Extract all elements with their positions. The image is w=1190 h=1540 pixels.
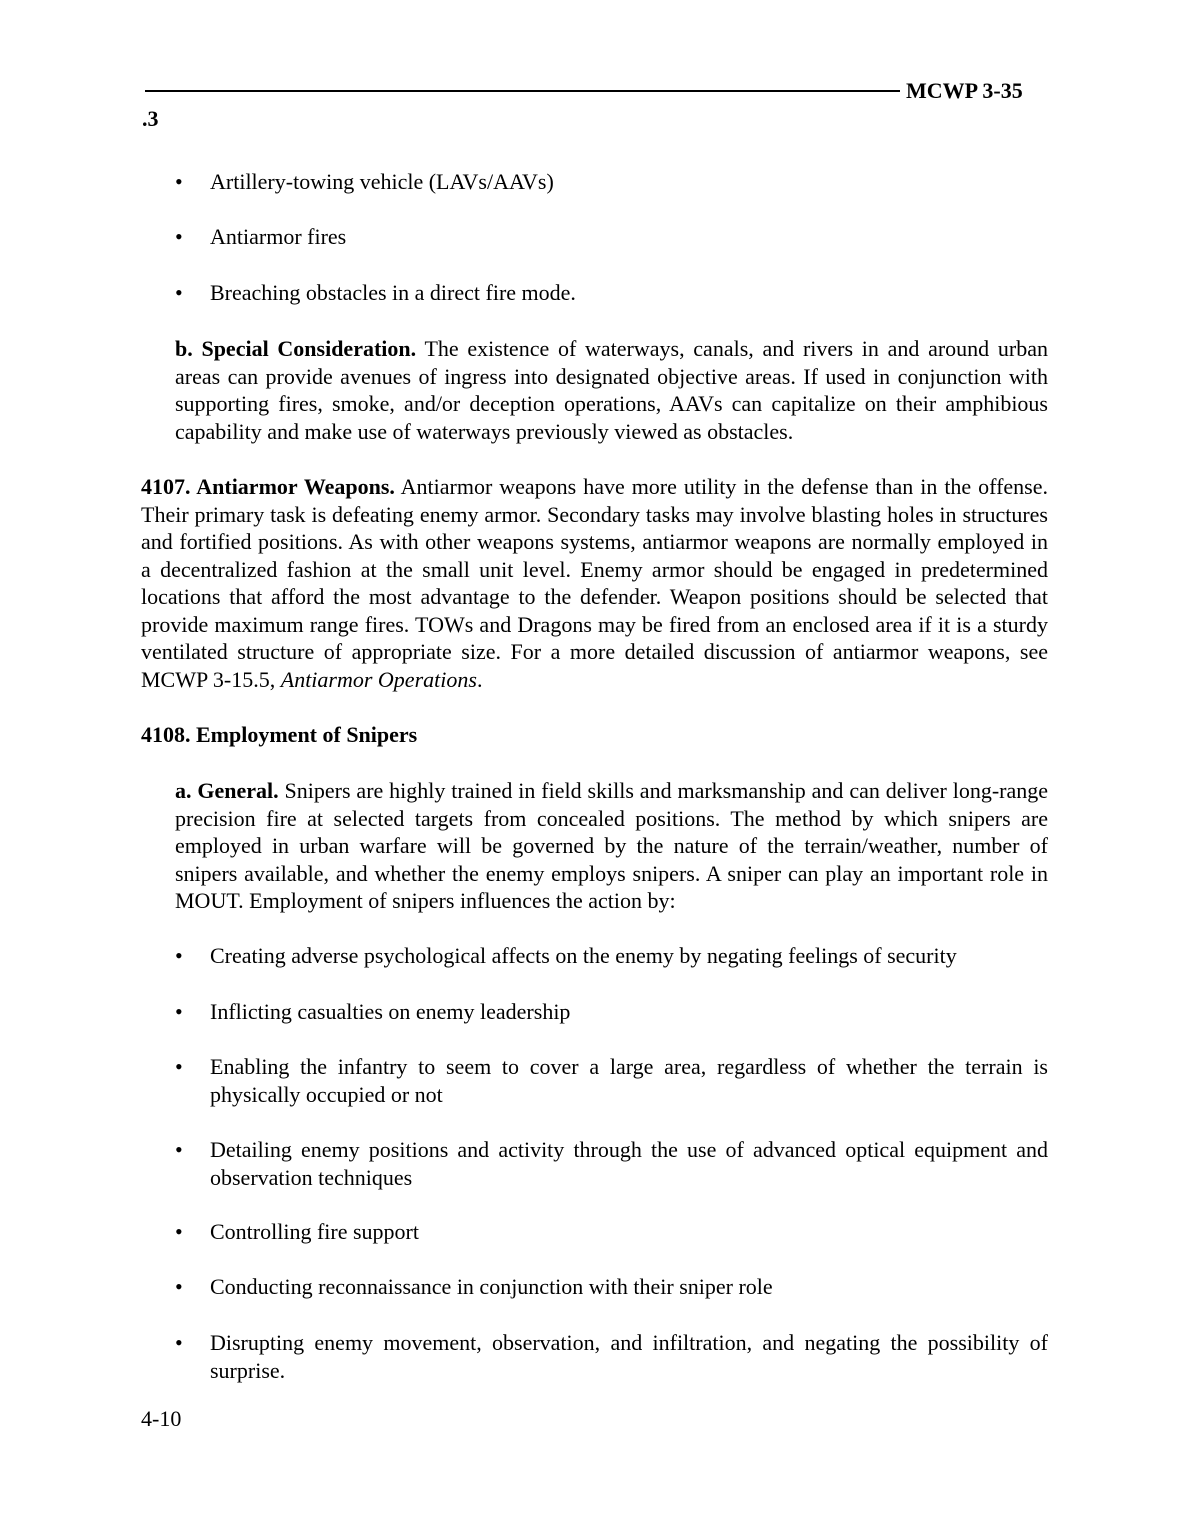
list-item xyxy=(175,1136,1048,1191)
special-consideration-paragraph xyxy=(175,335,1048,445)
page-header-suffix: .3 xyxy=(142,106,159,131)
antiarmor-reference-title: Antiarmor Operations xyxy=(280,666,477,692)
list-item xyxy=(175,998,1048,1026)
page-number: 4-10 xyxy=(141,1406,182,1431)
antiarmor-heading: 4107. Antiarmor Weapons. xyxy=(141,474,395,499)
general-heading: a. General. xyxy=(175,778,279,803)
page-header-title: MCWP 3-35 xyxy=(906,78,1023,103)
antiarmor-body: Antiarmor weapons have more utility in the defense than in the offense. Their primary task is defeating enemy armor. Secondary tasks may involve blasting holes in structures and fortified positions. As with other weapons systems, antiarmor weapons are normally employed in a decentralized fashion at the small unit level. Enemy armor should be engaged in predetermined locations that afford the most advantage to the defender. Weapon positions should be selected that provide maximum range fires. TOWs and Dragons may be fired from an enclosed area if it is a sturdy ventilated structure of appropriate size. For a more detailed discussion of antiarmor weapons, see MCWP 3-15.5, xyxy=(141,474,1048,692)
list-item xyxy=(175,1329,1048,1384)
header-rule xyxy=(145,90,900,92)
list-item-text: Creating adverse psychological affects on the enemy by negating feelings of security xyxy=(210,943,957,968)
snipers-section-heading: 4108. Employment of Snipers xyxy=(141,722,418,747)
list-item-text: Artillery-towing vehicle (LAVs/AAVs) xyxy=(210,169,554,194)
list-item xyxy=(175,1218,1048,1246)
list-item-text: Enabling the infantry to seem to cover a large area, regardless of whether the terrain is physically occupied or not xyxy=(210,1054,1048,1107)
general-body: Snipers are highly trained in field skills and marksmanship and can deliver long-range precision fire at selected targets from concealed positions. The method by which snipers are employed in urban warfare will be governed by the nature of the terrain/weather, number of snipers available, and whether the enemy employs snipers. A sniper can play an important role in MOUT. Employment of snipers influences the action by: xyxy=(175,778,1049,913)
bullet-icon: • xyxy=(175,169,183,194)
bullet-icon: • xyxy=(175,943,183,968)
general-paragraph xyxy=(175,777,1048,915)
list-item xyxy=(175,223,1048,251)
list-item-text: Inflicting casualties on enemy leadership xyxy=(210,999,571,1024)
list-item xyxy=(175,168,1048,196)
list-item xyxy=(175,1273,1048,1301)
special-consideration-heading: b. Special Consideration. xyxy=(175,336,417,361)
bullet-icon: • xyxy=(175,1330,183,1355)
bullet-icon: • xyxy=(175,280,183,305)
bullet-icon: • xyxy=(175,1274,183,1299)
list-item-text: Antiarmor fires xyxy=(210,224,347,249)
bullet-icon: • xyxy=(175,224,183,249)
list-item-text: Controlling fire support xyxy=(210,1219,419,1244)
antiarmor-end: . xyxy=(476,666,483,692)
list-item xyxy=(175,279,1048,307)
list-item-text: Breaching obstacles in a direct fire mode. xyxy=(210,280,576,305)
bullet-icon: • xyxy=(175,1219,183,1244)
bullet-icon: • xyxy=(175,1137,183,1162)
list-item-text: Disrupting enemy movement, observation, and infiltration, and negating the possibility of surprise. xyxy=(210,1330,1048,1383)
list-item xyxy=(175,942,1048,970)
list-item-text: Detailing enemy positions and activity through the use of advanced optical equipment and observation techniques xyxy=(210,1137,1048,1190)
special-consideration-body: The existence of waterways, canals, and rivers in and around urban areas can provide avenues of ingress into designated objective areas. If used in conjunction with supporting fires, smoke, and/or deception operations, AAVs can capitalize on their amphibious capability and make use of waterways previously viewed as obstacles. xyxy=(175,336,1048,444)
list-item xyxy=(175,1053,1048,1108)
bullet-icon: • xyxy=(175,999,183,1024)
antiarmor-paragraph xyxy=(141,473,1048,693)
list-item-text: Conducting reconnaissance in conjunction with their sniper role xyxy=(210,1274,773,1299)
bullet-icon: • xyxy=(175,1054,183,1079)
